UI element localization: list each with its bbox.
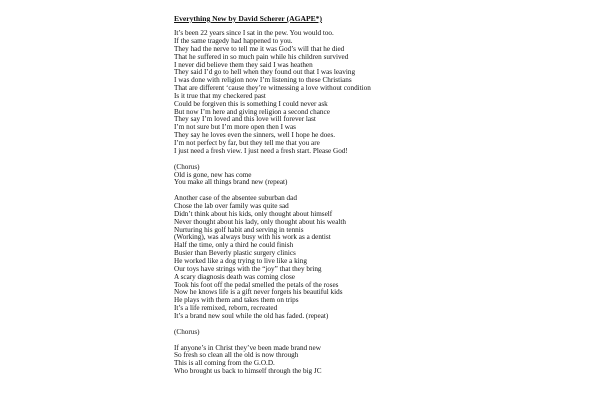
text-line: Who brought us back to himself through the big JC	[174, 367, 322, 376]
text-line: Another case of the absentee suburban dad	[174, 194, 297, 203]
text-line: Half the time, only a third he could finish	[174, 241, 294, 250]
text-line: (Working), was always busy with his work as a dentist	[174, 233, 331, 242]
text-line: (Chorus)	[174, 327, 200, 336]
text-line: It’s a brand new soul while the old has faded. (repeat)	[174, 311, 329, 320]
text-line: Busier than Beverly plastic surgery clinics	[174, 249, 296, 258]
text-line: Now he knows life is a gift never forgets his beautiful kids	[174, 288, 343, 297]
text-line: Nurturing his golf habit and serving in tennis	[174, 225, 304, 234]
lyrics-body	[174, 30, 600, 376]
stanza	[174, 30, 600, 156]
text-line: He worked like a dog trying to live like a king	[174, 256, 307, 265]
text-line: That he suffered in so much pain while his children survived	[174, 52, 349, 61]
text-line: A scary diagnosis death was coming close	[174, 272, 295, 281]
text-line: If anyone’s in Christ they’ve been made brand new	[174, 343, 321, 352]
text-line: You make all things brand new (repeat)	[174, 178, 288, 187]
text-line: So fresh so clean all the old is now through	[174, 351, 299, 360]
stanza	[174, 345, 600, 376]
text-line: Is it true that my checkered past	[174, 91, 266, 100]
text-line: It’s a life remixed, reborn, recreated	[174, 304, 278, 313]
text-line: I’m not perfect by far, but they tell me that you are	[174, 139, 320, 148]
text-line: Took his foot off the pedal smelled the petals of the roses	[174, 280, 339, 289]
text-line: If the same tragedy had happened to you.	[174, 37, 293, 46]
text-line: Old is gone, new has come	[174, 170, 252, 179]
text-line: They had the nerve to tell me it was God’s will that he died	[174, 44, 345, 53]
text-line: I never did believe them they said I was heathen	[174, 60, 313, 69]
text-line: It’s been 22 years since I sat in the pew. You would too.	[174, 29, 334, 38]
text-line: Didn’t think about his kids, only thought about himself	[174, 209, 333, 218]
text-line: But now I’m here and giving religion a second chance	[174, 107, 330, 116]
stanza	[174, 195, 600, 321]
text-line: Could be forgiven this is something I could never ask	[174, 99, 328, 108]
document-title: Everything New by David Scherer (AGAPE*)	[174, 14, 323, 23]
stanza	[174, 329, 600, 337]
text-line: Never thought about his lady, only thought about his wealth	[174, 217, 347, 226]
text-line: He plays with them and takes them on trips	[174, 296, 299, 305]
text-line: They said I’d go to hell when they found out that I was leaving	[174, 68, 356, 77]
text-line: I was done with religion now I’m listening to these Christians	[174, 76, 352, 85]
text-line: They say I’m loved and this love will forever last	[174, 115, 316, 124]
text-line: They say he loves even the sinners, well I hope he does.	[174, 131, 336, 140]
text-line: I’m not sure but I’m more open then I was	[174, 123, 296, 132]
text-line: That are different ‘cause they’re witnessing a love without condition	[174, 84, 371, 93]
text-line: This is all coming from the G.O.D.	[174, 359, 275, 368]
text-line: Chose the lab over family was quite sad	[174, 202, 289, 211]
stanza	[174, 164, 600, 188]
text-line: Our toys have strings with the “joy” that they bring	[174, 264, 322, 273]
text-line: (Chorus)	[174, 162, 200, 171]
text-line: I just need a fresh view. I just need a fresh start. Please God!	[174, 146, 348, 155]
